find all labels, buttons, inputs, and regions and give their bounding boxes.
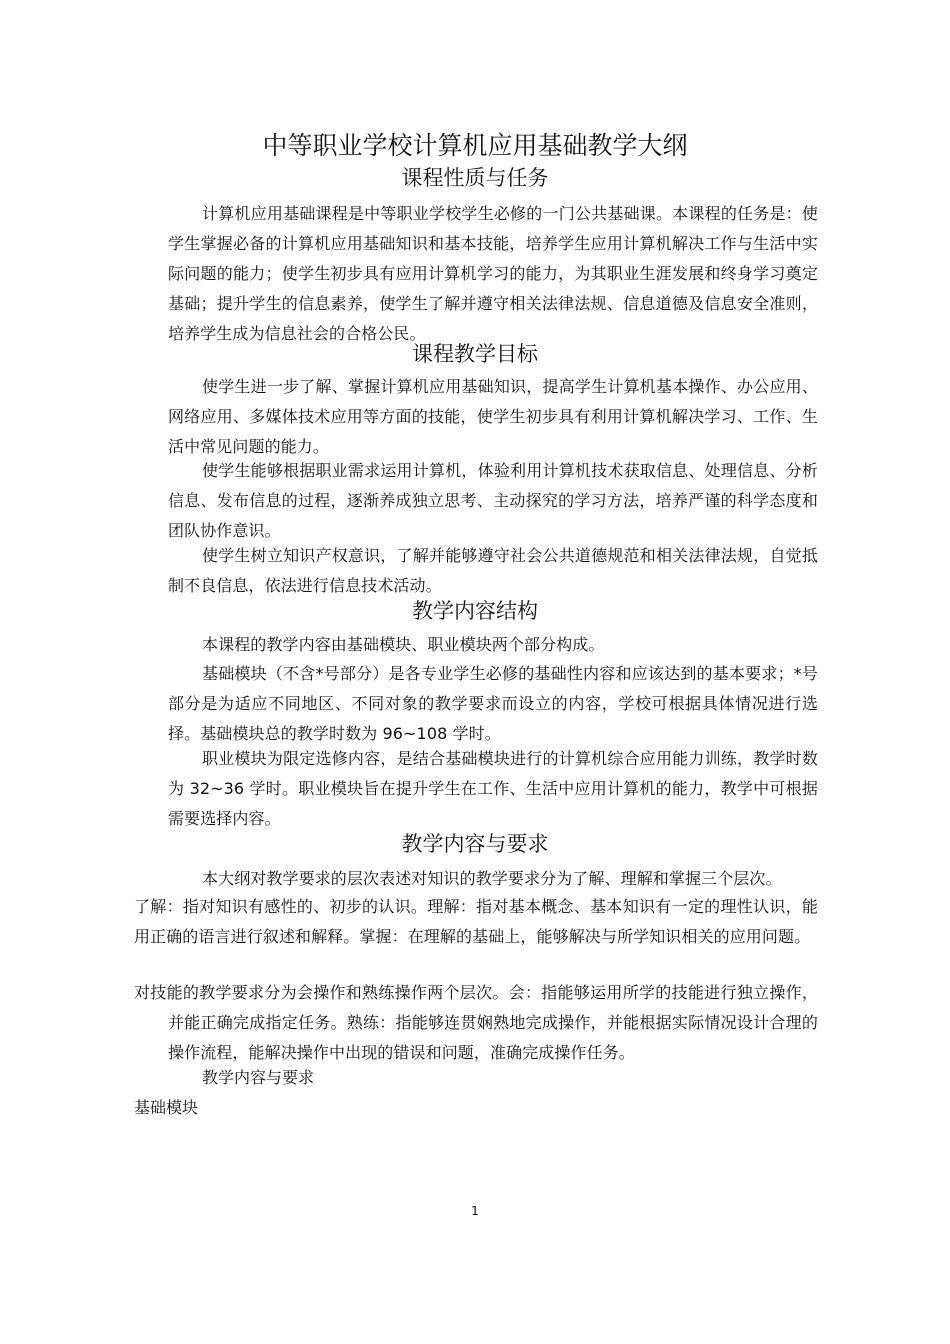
paragraph-goals-3: 使学生树立知识产权意识，了解并能够遵守社会公共道德规范和相关法律法规，自觉抵制不良信息，依法进行信息技术活动。 (168, 546, 818, 595)
section-heading-goals: 课程教学目标 (412, 342, 538, 366)
section-heading-requirements: 教学内容与要求 (401, 832, 549, 856)
paragraph-structure-2: 基础模块（不含*号部分）是各专业学生必修的基础性内容和应该达到的基本要求；*号部分是为适应不同地区、不同对象的教学要求而设立的内容，学校可根据具体情况进行选择。基础模块总的教学时数为 96~108 学时。 (168, 664, 818, 743)
section-heading-structure: 教学内容结构 (412, 599, 538, 623)
paragraph-requirements-1: 本大纲对教学要求的层次表述对知识的教学要求分为了解、理解和掌握三个层次。 (202, 869, 782, 888)
paragraph-goals-2: 使学生能够根据职业需求运用计算机，体验利用计算机技术获取信息、处理信息、分析信息、发布信息的过程，逐渐养成独立思考、主动探究的学习方法，培养严谨的科学态度和团队协作意识。 (168, 461, 818, 540)
paragraph-nature-1: 计算机应用基础课程是中等职业学校学生必修的一门公共基础课。本课程的任务是：使学生掌握必备的计算机应用基础知识和基本技能，培养学生应用计算机解决工作与生活中实际问题的能力；使学生初步具有应用计算机学习的能力，为其职业生涯发展和终身学习奠定基础；提升学生的信息素养，使学生了解并遵守相关法律法规、信息道德及信息安全准则，培养学生成为信息社会的合格公民。 (168, 204, 818, 343)
page-number: 1 (471, 1204, 479, 1218)
paragraph-requirements-2: 了解：指对知识有感性的、初步的认识。理解：指对基本概念、基本知识有一定的理性认识，能用正确的语言进行叙述和解释。掌握：在理解的基础上，能够解决与所学知识相关的应用问题。 (134, 897, 818, 946)
section-heading-nature: 课程性质与任务 (401, 166, 549, 190)
document-title: 中等职业学校计算机应用基础教学大纲 (262, 131, 688, 160)
paragraph-goals-1: 使学生进一步了解、掌握计算机应用基础知识，提高学生计算机基本操作、办公应用、网络应用、多媒体技术应用等方面的技能，使学生初步具有利用计算机解决学习、工作、生活中常见问题的能力。 (168, 377, 818, 456)
paragraph-structure-1: 本课程的教学内容由基础模块、职业模块两个部分构成。 (202, 635, 605, 654)
paragraph-requirements-3: 对技能的教学要求分为会操作和熟练操作两个层次。会：指能够运用所学的技能进行独立操作，并能正确完成指定任务。熟练：指能够连贯娴熟地完成操作，并能根据实际情况设计合理的操作流程，能解决操作中出现的错误和问题，准确完成操作任务。 (134, 983, 818, 1062)
paragraph-structure-3: 职业模块为限定选修内容，是结合基础模块进行的计算机综合应用能力训练，教学时数为 32~36 学时。职业模块旨在提升学生在工作、生活中应用计算机的能力，教学中可根据需要选择内容。 (168, 749, 818, 828)
table-caption: 教学内容与要求 (202, 1068, 315, 1087)
module-label: 基础模块 (134, 1098, 199, 1117)
